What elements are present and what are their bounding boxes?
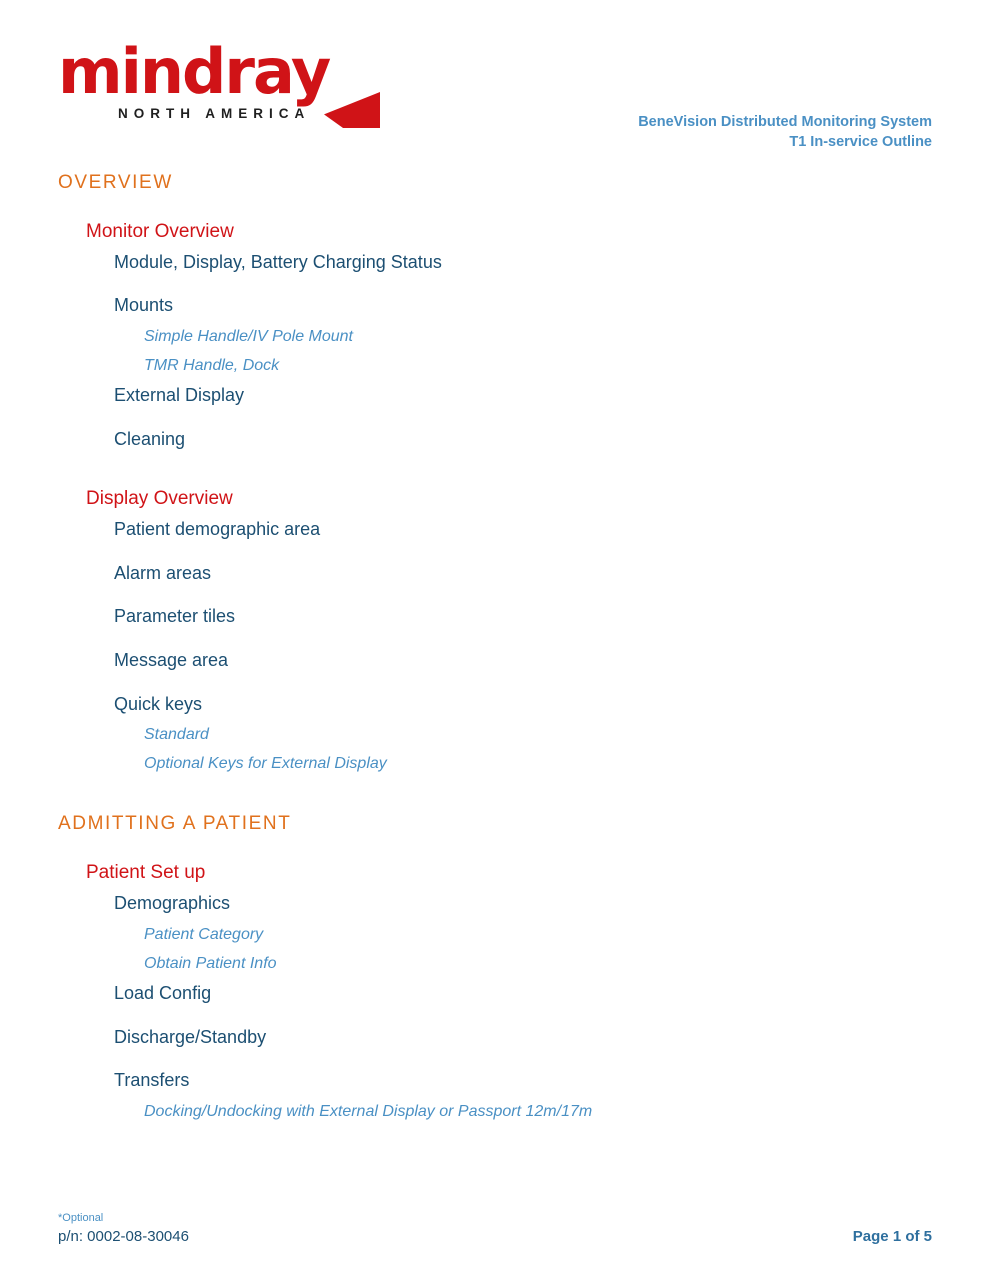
outline-item: Message area (114, 649, 229, 670)
document-title-line2: T1 In-service Outline (789, 134, 932, 150)
outline-item: Cleaning (114, 428, 186, 449)
outline-item: Patient demographic area (114, 519, 321, 540)
outline-item: External Display (114, 385, 245, 406)
page-header (0, 30, 990, 160)
outline-note: Patient Category (144, 925, 264, 943)
page-footer (0, 1212, 990, 1258)
outline-sub: Patient Set up (86, 862, 206, 884)
mindray-logo (58, 35, 388, 140)
outline-item: Load Config (114, 983, 212, 1004)
outline-item: Discharge/Standby (114, 1026, 267, 1047)
footer-optional-note: *Optional (58, 1212, 104, 1224)
outline-sub: Display Overview (86, 488, 233, 510)
subsection-spacer (0, 846, 990, 862)
outline-note: Optional Keys for External Display (144, 755, 387, 773)
document-title-line1: BeneVision Distributed Monitoring System (638, 114, 932, 130)
outline-item: Demographics (114, 893, 231, 914)
subsection-spacer (0, 205, 990, 221)
outline-note: Standard (144, 726, 209, 744)
outline-note: Docking/Undocking with External Display or Passport 12m/17m (144, 1102, 593, 1120)
outline-note: Obtain Patient Info (144, 954, 277, 972)
footer-part-number: p/n: 0002-08-30046 (58, 1228, 189, 1245)
outline-note: Simple Handle/IV Pole Mount (144, 327, 353, 345)
outline-section: ADMITTING A PATIENT (58, 813, 292, 835)
section-spacer (0, 783, 990, 813)
logo-wordmark: mindray (58, 35, 330, 108)
outline-item: Transfers (114, 1070, 190, 1091)
footer-page-number: Page 1 of 5 (852, 1228, 932, 1245)
subsection-spacer (0, 472, 990, 488)
outline-sub: Monitor Overview (86, 220, 234, 242)
document-title (638, 112, 932, 152)
outline-item: Alarm areas (114, 562, 212, 583)
outline-item: Parameter tiles (114, 606, 236, 627)
logo-subtitle: NORTH AMERICA (118, 106, 311, 121)
outline-content (0, 172, 990, 1131)
outline-note: TMR Handle, Dock (144, 356, 280, 374)
outline-item: Mounts (114, 295, 174, 316)
outline-section: OVERVIEW (58, 172, 173, 193)
outline-item: Module, Display, Battery Charging Status (114, 251, 442, 272)
outline-item: Quick keys (114, 693, 203, 714)
